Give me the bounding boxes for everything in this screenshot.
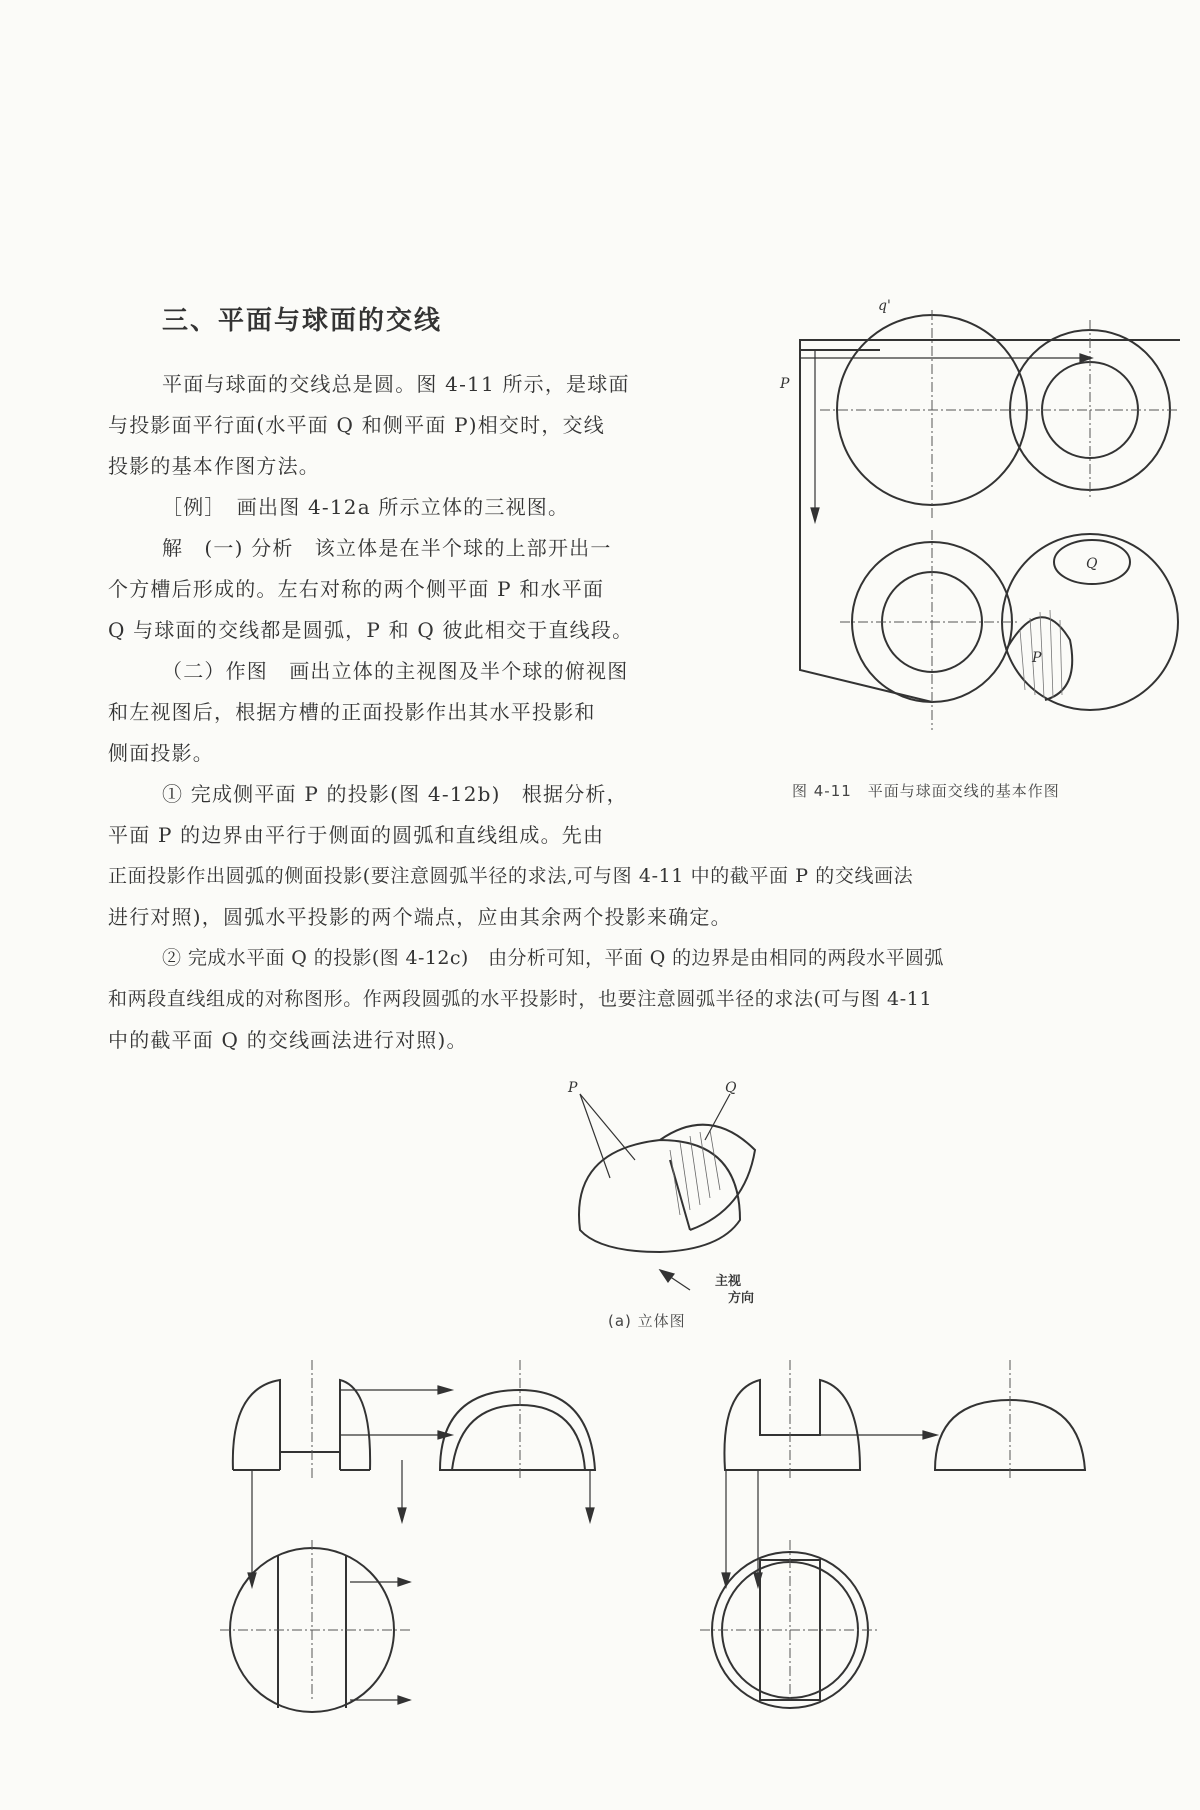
- text-line-1: 平面与球面的交线总是圆。图 4-11 所示，是球面: [162, 372, 630, 396]
- text-line-10: 侧面投影。: [108, 741, 214, 765]
- view-direction-label-2: 方向: [728, 1291, 755, 1306]
- text-line-14: 进行对照)，圆弧水平投影的两个端点，应由其余两个投影来确定。: [108, 905, 732, 929]
- text-line-7: Q 与球面的交线都是圆弧，P 和 Q 彼此相交于直线段。: [108, 618, 634, 642]
- text-line-11: ① 完成侧平面 P 的投影(图 4-12b) 根据分析，: [162, 782, 628, 806]
- label-p: P: [780, 376, 790, 392]
- text-line-13: 正面投影作出圆弧的侧面投影(要注意圆弧半径的求法,可与图 4-11 中的截平面 P 的交线画法: [108, 865, 914, 887]
- label-q: Q: [1086, 556, 1098, 572]
- text-line-15: ② 完成水平面 Q 的投影(图 4-12c) 由分析可知，平面 Q 的边界是由相同的两段水平圆弧: [162, 947, 944, 969]
- text-line-17: 中的截平面 Q 的交线画法进行对照)。: [108, 1028, 468, 1052]
- figure-4-11-caption: 图 4-11 平面与球面交线的基本作图: [792, 782, 1060, 800]
- text-line-6: 个方槽后形成的。左右对称的两个侧平面 P 和水平面: [108, 577, 605, 601]
- text-line-16: 和两段直线组成的对称图形。作两段圆弧的水平投影时，也要注意圆弧半径的求法(可与图 4-11: [108, 988, 933, 1010]
- view-direction-label-1: 主视: [715, 1274, 742, 1289]
- text-line-2: 与投影面平行面(水平面 Q 和侧平面 P)相交时，交线: [108, 413, 605, 437]
- text-line-12: 平面 P 的边界由平行于侧面的圆弧和直线组成。先由: [108, 823, 605, 847]
- label-p-small: P: [1032, 650, 1042, 666]
- text-line-5: 解 (一) 分析 该立体是在半个球的上部开出一: [162, 536, 612, 560]
- label-p-412a: P: [568, 1080, 578, 1096]
- text-line-8: （二）作图 画出立体的主视图及半个球的俯视图: [162, 659, 629, 683]
- figure-4-11: [780, 290, 1180, 760]
- figure-4-12c: [690, 1360, 1110, 1700]
- text-line-9: 和左视图后，根据方槽的正面投影作出其水平投影和: [108, 700, 596, 724]
- label-q-prime: q': [878, 298, 891, 314]
- figure-4-12a-caption: (a) 立体图: [608, 1312, 686, 1330]
- figure-4-12b: [220, 1360, 640, 1700]
- figure-4-12a: [540, 1080, 800, 1320]
- text-line-3: 投影的基本作图方法。: [108, 454, 320, 478]
- example-line: ［例］ 画出图 4-12a 所示立体的三视图。: [162, 495, 570, 519]
- label-q-412a: Q: [725, 1080, 737, 1096]
- section-heading: 三、平面与球面的交线: [162, 306, 443, 336]
